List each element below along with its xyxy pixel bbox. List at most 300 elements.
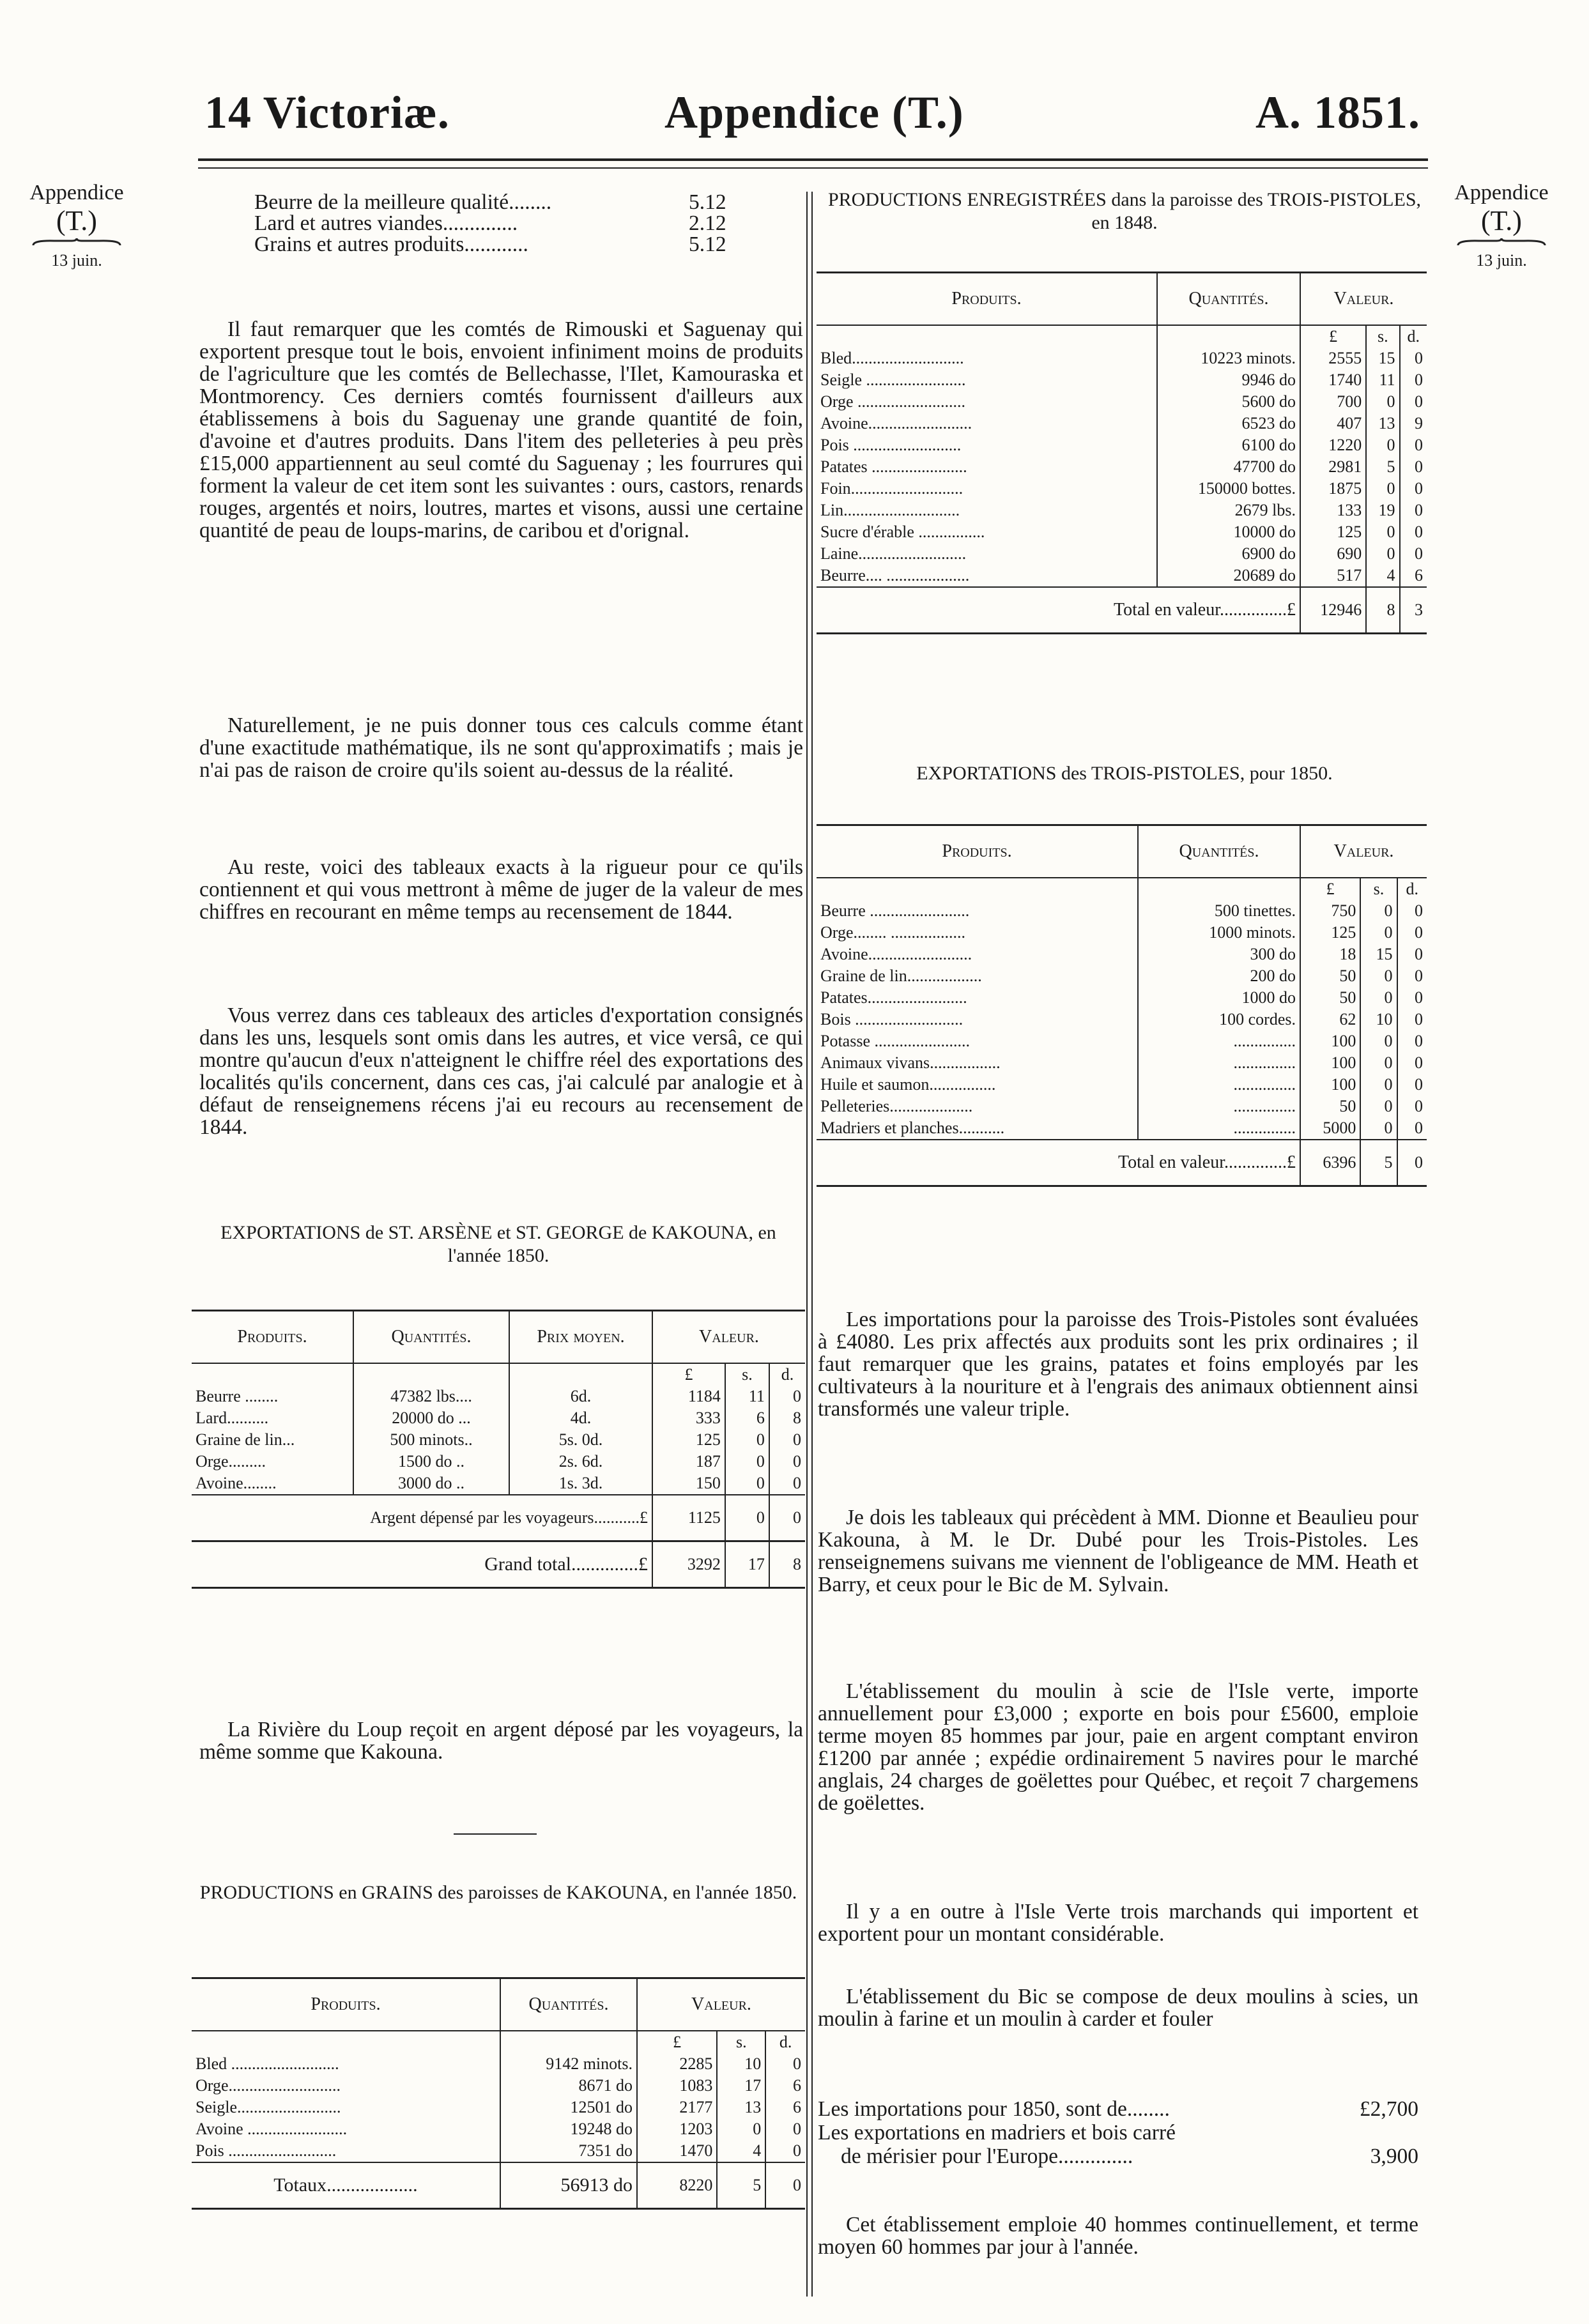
col-header: Valeur. [1300, 825, 1427, 878]
cell-quantity: 20689 do [1157, 565, 1300, 587]
cell-shillings: 0 [1360, 1117, 1397, 1140]
paragraph: Naturellement, je ne puis donner tous ces calculs comme étant d'une exactitude mathématique, ils ne sont qu'approximatifs ; mais je n'ai pas de raison de croire qu'ils soient au-dessus de la réalité. [199, 714, 803, 782]
cell-quantity: 150000 bottes. [1157, 478, 1300, 500]
cell-pounds: 8220 [637, 2162, 717, 2209]
column-divider [811, 192, 813, 2297]
cell-product: Patates ....................... [817, 456, 1157, 478]
cell-pounds: 2177 [637, 2097, 717, 2118]
side-label: (T.) [1481, 205, 1522, 236]
cell-shillings: 0 [717, 2118, 765, 2140]
units-row [192, 2031, 805, 2053]
exports-line-1 [818, 2121, 1418, 2145]
price-value: 2.12 [689, 211, 726, 235]
cell-shillings: 5 [1366, 456, 1399, 478]
argent-row [192, 1495, 805, 1541]
paragraph: L'établissement du Bic se compose de deux moulins à scies, un moulin à farine et un moulin à carder et fouler [818, 1985, 1418, 2031]
totals-label: Total en valeur..............£ [817, 1140, 1300, 1186]
table-row [817, 1030, 1427, 1052]
cell-shillings: 0 [725, 1495, 769, 1541]
grains-kakouna-table [192, 1977, 805, 2210]
cell-product: Orge .......................... [817, 391, 1157, 413]
cell-pounds: 6396 [1300, 1140, 1360, 1186]
side-appendice: Appendice [1454, 181, 1549, 204]
side-note-right [1438, 180, 1565, 273]
cell-product: Pois .......................... [817, 434, 1157, 456]
cell-price: 1s. 3d. [509, 1472, 652, 1495]
cell-pounds: 50 [1300, 965, 1360, 987]
cell-price: 5s. 0d. [509, 1429, 652, 1451]
brace-icon [32, 238, 121, 247]
table-row [817, 413, 1427, 434]
unit-pound: £ [1300, 325, 1366, 348]
cell-quantity: 1500 do .. [353, 1451, 509, 1472]
cell-quantity: 1000 do [1138, 987, 1300, 1009]
price-label: Grains et autres produits............ [254, 233, 528, 256]
cell-quantity: 1000 minots. [1138, 922, 1300, 944]
totals-row [192, 2162, 805, 2209]
cell-pence: 0 [1415, 523, 1423, 541]
side-note-left [13, 180, 141, 273]
col-header: Produits. [817, 273, 1157, 326]
header-volume: 14 Victoriæ. [204, 87, 450, 138]
cell-pounds: 2981 [1300, 456, 1366, 478]
units-row [817, 878, 1427, 900]
table-header-row [192, 1978, 805, 2031]
cell-shillings: 0 [1366, 521, 1399, 543]
cell-pounds: 1740 [1300, 369, 1366, 391]
cell-product: Seigle......................... [192, 2097, 500, 2118]
cell-product: Laine.......................... [817, 543, 1157, 565]
exports-label-2: de mérisier pour l'Europe.............. [841, 2144, 1133, 2168]
cell-product: Madriers et planches........... [817, 1117, 1138, 1140]
paragraph: Au reste, voici des tableaux exacts à la rigueur pour ce qu'ils contiennent et qui vous mettront à même de juger de la valeur de mes chiffres en recourant en même temps au recensement de 1844. [199, 855, 803, 924]
table-header-row [817, 825, 1427, 878]
cell-pounds: 133 [1300, 500, 1366, 521]
paragraph: Cet établissement emploie 40 hommes continuellement, et terme moyen 60 hommes par jour à l'année. [818, 2213, 1418, 2259]
table-row [817, 987, 1427, 1009]
cell-product: Potasse ....................... [817, 1030, 1138, 1052]
cell-pence: 0 [1415, 901, 1423, 920]
cell-quantity: 300 do [1138, 944, 1300, 965]
cell-pounds: 1184 [652, 1386, 725, 1407]
table-row [192, 1386, 805, 1407]
col-header: Quantités. [353, 1311, 509, 1364]
cell-shillings: 4 [717, 2140, 765, 2162]
cell-quantity: 500 tinettes. [1138, 900, 1300, 922]
cell-pence: 0 [1397, 1140, 1427, 1186]
cell-pence: 0 [1415, 988, 1423, 1007]
unit-pence: d. [779, 2033, 792, 2051]
table-header-row [192, 1311, 805, 1364]
cell-pounds: 2285 [637, 2053, 717, 2075]
table-row [192, 2053, 805, 2075]
paragraph: L'établissement du moulin à scie de l'Isle verte, importe annuellement pour £3,000 ; exporte en bois pour £5600, emploie terme moyen 85 hommes par jour, paie en argent comptant environ £1200 par année ; expédie ordinairement 5 navires pour le marché anglais, 24 charges de goëlettes pour Québec, et reçoit 7 chargemens de goëlettes. [818, 1679, 1418, 1815]
table-row [817, 965, 1427, 987]
cell-pence: 3 [1400, 587, 1427, 634]
cell-product: Avoine......................... [817, 413, 1157, 434]
col-header: Valeur. [637, 1978, 805, 2031]
cell-quantity: ............... [1138, 1096, 1300, 1117]
table-row [817, 478, 1427, 500]
cell-product: Huile et saumon................ [817, 1074, 1138, 1096]
cell-pounds: 100 [1300, 1052, 1360, 1074]
table-caption: PRODUCTIONS en GRAINS des paroisses de KAKOUNA, en l'année 1850. [199, 1882, 797, 1903]
cell-quantity: 10223 minots. [1157, 348, 1300, 369]
table-row [817, 1052, 1427, 1074]
cell-pence: 6 [793, 2098, 801, 2116]
cell-product: Pois .......................... [192, 2140, 500, 2162]
cell-quantity: 6523 do [1157, 413, 1300, 434]
cell-price: 4d. [509, 1407, 652, 1429]
cell-shillings: 17 [717, 2075, 765, 2097]
cell-pounds: 5000 [1300, 1117, 1360, 1140]
cell-pounds: 100 [1300, 1030, 1360, 1052]
cell-pence: 0 [1415, 1097, 1423, 1115]
cell-quantity: ............... [1138, 1074, 1300, 1096]
cell-pounds: 125 [1300, 922, 1360, 944]
cell-quantity: ............... [1138, 1052, 1300, 1074]
table-row [192, 1429, 805, 1451]
header-rule-thin [198, 167, 1428, 169]
col-header: Produits. [192, 1978, 500, 2031]
table-caption: PRODUCTIONS ENREGISTRÉES dans la paroisse des TROIS-PISTOLES, en 1848. [827, 189, 1422, 233]
cell-quantity: 19248 do [500, 2118, 637, 2140]
imports-label: Les importations pour 1850, sont de........ [818, 2097, 1170, 2121]
cell-shillings: 0 [1360, 1096, 1397, 1117]
cell-shillings: 4 [1366, 565, 1399, 587]
cell-pence: 0 [793, 1430, 801, 1449]
paragraph: Il faut remarquer que les comtés de Rimouski et Saguenay qui exportent presque tout le bois, envoient infiniment moins de produits de l'agriculture que les comtés de Bellechasse, l'Ilet, Kamouraska et Montmorency. Ces derniers comtés fournissent d'ailleurs aux établissemens à bois du Saguenay une grande quantité de foin, d'avoine et d'autres produits. Dans l'item des pelleteries à peu près £15,000 appartiennent au seul comté du Saguenay ; les fourrures qui forment la valeur de cet item sont les suivantes : ours, castors, renards rouges, argentés et noirs, loutres, martes et visons, aussi une certaine quantité de peau de loups-marins, de caribou et d'orignal. [199, 317, 803, 542]
cell-pence: 0 [793, 1474, 801, 1492]
cell-quantity: 47700 do [1157, 456, 1300, 478]
cell-quantity: 200 do [1138, 965, 1300, 987]
grand-total-label: Grand total..............£ [192, 1541, 652, 1588]
cell-quantity: 9946 do [1157, 369, 1300, 391]
units-row [192, 1363, 805, 1386]
cell-pounds: 407 [1300, 413, 1366, 434]
cell-pence: 0 [1415, 392, 1423, 411]
imports-value: £2,700 [1359, 2097, 1418, 2121]
cell-product: Bois .......................... [817, 1009, 1138, 1030]
header-rule [198, 158, 1428, 161]
cell-price: 6d. [509, 1386, 652, 1407]
cell-shillings: 0 [1366, 391, 1399, 413]
cell-shillings: 13 [717, 2097, 765, 2118]
cell-shillings: 0 [1360, 965, 1397, 987]
unit-pence: d. [781, 1365, 794, 1384]
cell-pounds: 3292 [652, 1541, 725, 1588]
cell-quantity: 6100 do [1157, 434, 1300, 456]
table-row [817, 900, 1427, 922]
cell-price: 2s. 6d. [509, 1451, 652, 1472]
cell-pence: 0 [1415, 1032, 1423, 1050]
col-header: Quantités. [1138, 825, 1300, 878]
cell-shillings: 0 [1360, 1030, 1397, 1052]
totals-row [817, 587, 1427, 634]
cell-quantity: ............... [1138, 1117, 1300, 1140]
cell-product: Pelleteries.................... [817, 1096, 1138, 1117]
cell-quantity: ............... [1138, 1030, 1300, 1052]
cell-product: Lard.......... [192, 1407, 353, 1429]
cell-product: Orge........................... [192, 2075, 500, 2097]
table-row [192, 1451, 805, 1472]
unit-pence: d. [1407, 327, 1420, 346]
cell-pence: 8 [793, 1409, 801, 1427]
imports-line [818, 2097, 1418, 2121]
cell-pounds: 1220 [1300, 434, 1366, 456]
table-row [817, 500, 1427, 521]
price-value: 5.12 [689, 190, 726, 214]
section-rule [454, 1833, 537, 1835]
cell-product: Seigle ........................ [817, 369, 1157, 391]
totals-label: Total en valeur...............£ [817, 587, 1300, 634]
cell-pence: 0 [765, 2162, 805, 2209]
cell-pounds: 1083 [637, 2075, 717, 2097]
cell-pence: 0 [1415, 436, 1423, 454]
price-row [254, 192, 726, 213]
cell-shillings: 17 [725, 1541, 769, 1588]
cell-shillings: 15 [1366, 348, 1399, 369]
cell-pence: 0 [1415, 923, 1423, 942]
totals-label: Totaux................... [192, 2162, 500, 2209]
cell-product: Animaux vivans................. [817, 1052, 1138, 1074]
cell-shillings: 0 [1360, 1052, 1397, 1074]
cell-shillings: 5 [1360, 1140, 1397, 1186]
price-row [254, 213, 726, 234]
cell-quantity: 20000 do ... [353, 1407, 509, 1429]
cell-pence: 6 [793, 2076, 801, 2095]
table-row [817, 391, 1427, 413]
exports-kakouna-table [192, 1310, 805, 1589]
cell-shillings: 0 [1366, 543, 1399, 565]
cell-quantity: 6900 do [1157, 543, 1300, 565]
cell-product: Orge......... [192, 1451, 353, 1472]
cell-pence: 0 [1415, 967, 1423, 985]
exports-label-1: Les exportations en madriers et bois carré [818, 2121, 1176, 2144]
cell-product: Patates........................ [817, 987, 1138, 1009]
cell-pence: 6 [1415, 566, 1423, 585]
cell-product: Avoine ........................ [192, 2118, 500, 2140]
cell-pence: 0 [1415, 1075, 1423, 1094]
cell-product: Avoine......................... [817, 944, 1138, 965]
side-date: 13 juin. [1476, 251, 1527, 270]
price-label: Beurre de la meilleure qualité........ [254, 190, 552, 214]
cell-pounds: 750 [1300, 900, 1360, 922]
table-row [817, 1009, 1427, 1030]
cell-shillings: 0 [1360, 1074, 1397, 1096]
brace-icon [1457, 238, 1546, 247]
cell-pounds: 150 [652, 1472, 725, 1495]
cell-pence: 0 [1415, 945, 1423, 963]
cell-pounds: 50 [1300, 1096, 1360, 1117]
cell-shillings: 0 [725, 1451, 769, 1472]
table-row [192, 2097, 805, 2118]
cell-pence: 0 [1415, 501, 1423, 519]
paragraph: Je dois les tableaux qui précèdent à MM. Dionne et Beaulieu pour Kakouna, à M. le Dr. Dubé pour les Trois-Pistoles. Les renseignemens suivans me viennent de l'obligeance de MM. Heath et Barry, et ceux pour le Bic de M. Sylvain. [818, 1506, 1418, 1596]
paragraph: Vous verrez dans ces tableaux des articles d'exportation consignés dans les uns, lesquels sont omis dans les autres, et vice versâ, ce qui montre qu'aucun d'eux n'atteignent le chiffre réel des exportations des localités qu'ils concernent, dans ces cas, j'ai calculé par analogie et à défaut de renseignemens récens j'ai eu recours au recensement de 1844. [199, 1004, 803, 1139]
unit-pound: £ [637, 2031, 717, 2053]
cell-pounds: 690 [1300, 543, 1366, 565]
cell-pounds: 187 [652, 1451, 725, 1472]
cell-quantity: 8671 do [500, 2075, 637, 2097]
cell-quantity: 47382 lbs.... [353, 1386, 509, 1407]
cell-quantity: 2679 lbs. [1157, 500, 1300, 521]
table-header-row [817, 273, 1427, 326]
cell-pounds: 333 [652, 1407, 725, 1429]
cell-pence: 0 [793, 2054, 801, 2073]
table-row [192, 2075, 805, 2097]
cell-product: Graine de lin.................. [817, 965, 1138, 987]
cell-pounds: 1203 [637, 2118, 717, 2140]
cell-pence: 8 [769, 1541, 805, 1588]
column-divider [806, 192, 808, 2297]
cell-pence: 0 [793, 2141, 801, 2160]
table-row [192, 2118, 805, 2140]
totals-row [817, 1140, 1427, 1186]
exports-value: 3,900 [1370, 2144, 1418, 2168]
table-row [817, 1117, 1427, 1140]
cell-shillings: 0 [1360, 922, 1397, 944]
col-header: Valeur. [652, 1311, 805, 1364]
cell-pence: 0 [1415, 1010, 1423, 1028]
header-title: Appendice (T.) [664, 87, 964, 138]
cell-shillings: 19 [1366, 500, 1399, 521]
unit-pence: d. [1406, 880, 1418, 898]
price-list [254, 192, 726, 255]
price-label: Lard et autres viandes.............. [254, 211, 518, 235]
unit-pound: £ [1300, 878, 1360, 900]
cell-pence: 0 [1415, 457, 1423, 476]
argent-label: Argent dépensé par les voyageurs...........£ [192, 1495, 652, 1541]
table-row [817, 922, 1427, 944]
table-row [817, 1096, 1427, 1117]
cell-quantity: 500 minots.. [353, 1429, 509, 1451]
cell-shillings: 6 [725, 1407, 769, 1429]
paragraph: La Rivière du Loup reçoit en argent déposé par les voyageurs, la même somme que Kakouna. [199, 1718, 803, 1764]
table-row [817, 944, 1427, 965]
cell-quantity: 12501 do [500, 2097, 637, 2118]
cell-quantity: 9142 minots. [500, 2053, 637, 2075]
cell-product: Lin............................ [817, 500, 1157, 521]
table-caption: EXPORTATIONS des TROIS-PISTOLES, pour 1850. [916, 763, 1333, 784]
table-row [192, 1407, 805, 1429]
cell-product: Sucre d'érable ................ [817, 521, 1157, 543]
cell-product: Graine de lin... [192, 1429, 353, 1451]
cell-product: Foin........................... [817, 478, 1157, 500]
side-date: 13 juin. [51, 251, 102, 270]
table-row [817, 348, 1427, 369]
col-header: Valeur. [1300, 273, 1427, 326]
cell-pence: 0 [793, 1387, 801, 1405]
cell-pounds: 62 [1300, 1009, 1360, 1030]
cell-pounds: 1125 [652, 1495, 725, 1541]
col-header: Produits. [192, 1311, 353, 1364]
cell-product: Orge........ .................. [817, 922, 1138, 944]
cell-pounds: 2555 [1300, 348, 1366, 369]
cell-pence: 0 [793, 1452, 801, 1471]
table-row [817, 521, 1427, 543]
side-label: (T.) [56, 205, 97, 236]
unit-shilling: s. [717, 2031, 765, 2053]
cell-pence: 9 [1415, 414, 1423, 432]
table-row [817, 434, 1427, 456]
table-caption: EXPORTATIONS de ST. ARSÈNE et ST. GEORGE de KAKOUNA, en l'année 1850. [220, 1222, 776, 1266]
cell-product: Avoine........ [192, 1472, 353, 1495]
cell-pounds: 12946 [1300, 587, 1366, 634]
cell-shillings: 0 [725, 1429, 769, 1451]
cell-shillings: 8 [1366, 587, 1399, 634]
productions-trois-pistoles-table [817, 271, 1427, 634]
col-header: Quantités. [1157, 273, 1300, 326]
cell-pence: 0 [1415, 1053, 1423, 1072]
cell-shillings: 15 [1360, 944, 1397, 965]
cell-quantity: 3000 do .. [353, 1472, 509, 1495]
table-row [817, 369, 1427, 391]
col-header: Quantités. [500, 1978, 637, 2031]
cell-pence: 0 [1415, 544, 1423, 563]
cell-quantity: 7351 do [500, 2140, 637, 2162]
unit-pound: £ [652, 1363, 725, 1386]
cell-pounds: 125 [1300, 521, 1366, 543]
cell-pounds: 125 [652, 1429, 725, 1451]
cell-pounds: 700 [1300, 391, 1366, 413]
col-header: Produits. [817, 825, 1138, 878]
cell-pence: 0 [793, 2120, 801, 2138]
cell-pounds: 100 [1300, 1074, 1360, 1096]
unit-shilling: s. [1360, 878, 1397, 900]
cell-pounds: 517 [1300, 565, 1366, 587]
cell-pounds: 18 [1300, 944, 1360, 965]
table-row [192, 2140, 805, 2162]
unit-shilling: s. [725, 1363, 769, 1386]
exports-trois-pistoles-table [817, 824, 1427, 1187]
cell-shillings: 0 [725, 1472, 769, 1495]
cell-pence: 0 [1415, 479, 1423, 498]
cell-shillings: 11 [1366, 369, 1399, 391]
cell-quantity: 5600 do [1157, 391, 1300, 413]
header-year: A. 1851. [1255, 87, 1420, 138]
cell-pence: 0 [1415, 349, 1423, 367]
cell-pounds: 1470 [637, 2140, 717, 2162]
cell-quantity: 100 cordes. [1138, 1009, 1300, 1030]
cell-shillings: 10 [1360, 1009, 1397, 1030]
cell-quantity: 10000 do [1157, 521, 1300, 543]
col-header: Prix moyen. [509, 1311, 652, 1364]
unit-shilling: s. [1366, 325, 1399, 348]
cell-pounds: 50 [1300, 987, 1360, 1009]
paragraph: Les importations pour la paroisse des Trois-Pistoles sont évaluées à £4080. Les prix affectés aux produits sont les prix ordinaires ; il faut remarquer que les grains, patates et foins employés par les cultivateurs à la nouriture et à l'engrais des animaux obtiennent ainsi transformés une valeur triple. [818, 1308, 1418, 1421]
cell-shillings: 11 [725, 1386, 769, 1407]
cell-shillings: 0 [1366, 478, 1399, 500]
table-row [817, 1074, 1427, 1096]
cell-shillings: 10 [717, 2053, 765, 2075]
cell-shillings: 5 [717, 2162, 765, 2209]
cell-quantity: 56913 do [500, 2162, 637, 2209]
table-row [817, 565, 1427, 587]
cell-product: Bled........................... [817, 348, 1157, 369]
cell-pence: 0 [1415, 1119, 1423, 1137]
cell-product: Beurre ........................ [817, 900, 1138, 922]
paragraph: Il y a en outre à l'Isle Verte trois marchands qui importent et exportent pour un montant considérable. [818, 1900, 1418, 1946]
cell-product: Beurre ........ [192, 1386, 353, 1407]
cell-pounds: 1875 [1300, 478, 1366, 500]
price-row [254, 234, 726, 255]
cell-shillings: 0 [1360, 900, 1397, 922]
cell-shillings: 0 [1366, 434, 1399, 456]
table-row [817, 543, 1427, 565]
cell-product: Beurre.... .................... [817, 565, 1157, 587]
price-value: 5.12 [689, 233, 726, 256]
